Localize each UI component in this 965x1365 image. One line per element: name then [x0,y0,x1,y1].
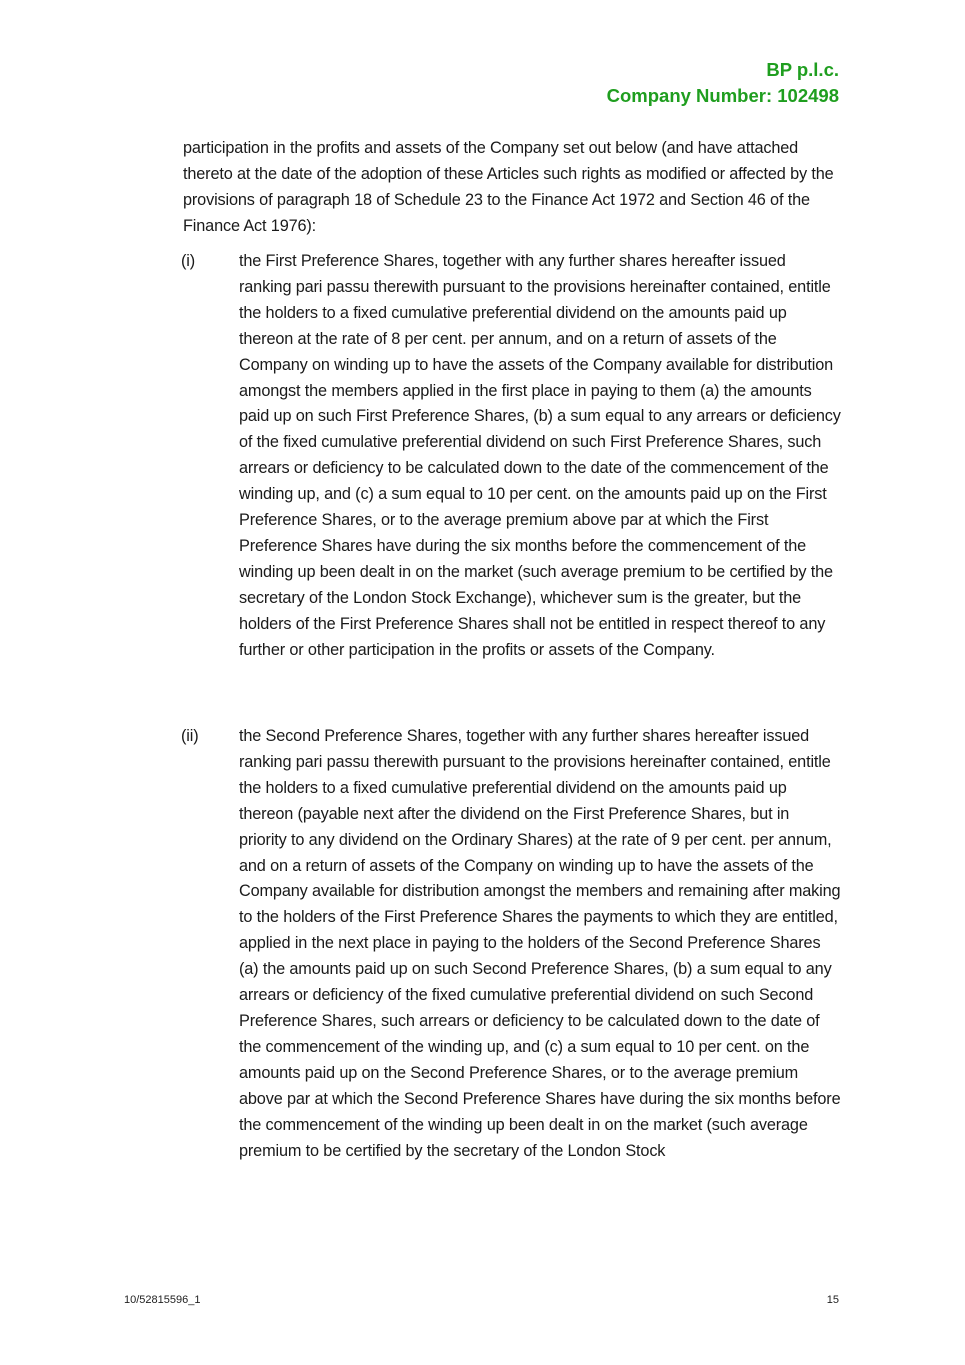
intro-paragraph: participation in the profits and assets of the Company set out below (and have attached thereto at the date of the adoption of these Articles such rights as modified or affected by the provisions of paragraph 18 of Schedule 23 to the Finance Act 1972 and Section 46 of the Finance Act 1976): [183,139,834,235]
page-number: 15 [826,1294,839,1306]
list-item-i [181,249,841,664]
document-reference: 10/52815596_1 [124,1294,201,1306]
list-marker: (i) [181,252,196,270]
page-header [607,57,839,109]
company-number: Company Number: 102498 [606,85,839,106]
company-name: BP p.l.c. [766,59,839,80]
list-marker: (ii) [181,727,199,745]
list-item-text: the First Preference Shares, together with any further shares hereafter issued ranking pari passu therewith pursuant to the provisions hereinafter contained, entitle the holders to a fixed cumulative preferential dividend on the amounts paid up thereon at the rate of 8 per cent. per annum, and on a return of assets of the Company on winding up to have the assets of the Company available for distribution amongst the members applied in the first place in paying to them (a) the amounts paid up on such First Preference Shares, (b) a sum equal to any arrears or deficiency of the fixed cumulative preferential dividend on such First Preference Shares, such arrears or deficiency to be calculated down to the date of the commencement of the winding up, and (c) a sum equal to 10 per cent. on the amounts paid up on the First Preference Shares, or to the average premium above par at which the First Preference Shares have during the six months before the commencement of the winding up been dealt in on the market (such average premium to be certified by the secretary of the London Stock Exchange), whichever sum is the greater, but the holders of the First Preference Shares shall not be entitled in respect thereof to any further or other participation in the profits or assets of the Company. [239,252,841,659]
list-item-text: the Second Preference Shares, together with any further shares hereafter issued ranking pari passu therewith pursuant to the provisions hereinafter contained, entitle the holders to a fixed cumulative preferential dividend on the amounts paid up thereon (payable next after the dividend on the First Preference Shares, but in priority to any dividend on the Ordinary Shares) at the rate of 9 per cent. per annum, and on a return of assets of the Company on winding up to have the assets of the Company available for distribution amongst the members and remaining after making to the holders of the First Preference Shares the payments to which they are entitled, applied in the next place in paying to the holders of the Second Preference Shares (a) the amounts paid up on such Second Preference Shares, (b) a sum equal to any arrears or deficiency of the fixed cumulative preferential dividend on such Second Preference Shares, such arrears or deficiency to be calculated down to the date of the commencement of the winding up, and (c) a sum equal to 10 per cent. on the amounts paid up on the Second Preference Shares, or to the average premium above par at which the Second Preference Shares have during the six months before the commencement of the winding up been dealt in on the market (such average premium to be certified by the secretary of the London Stock [239,727,841,1160]
list-item-ii [181,724,841,1164]
